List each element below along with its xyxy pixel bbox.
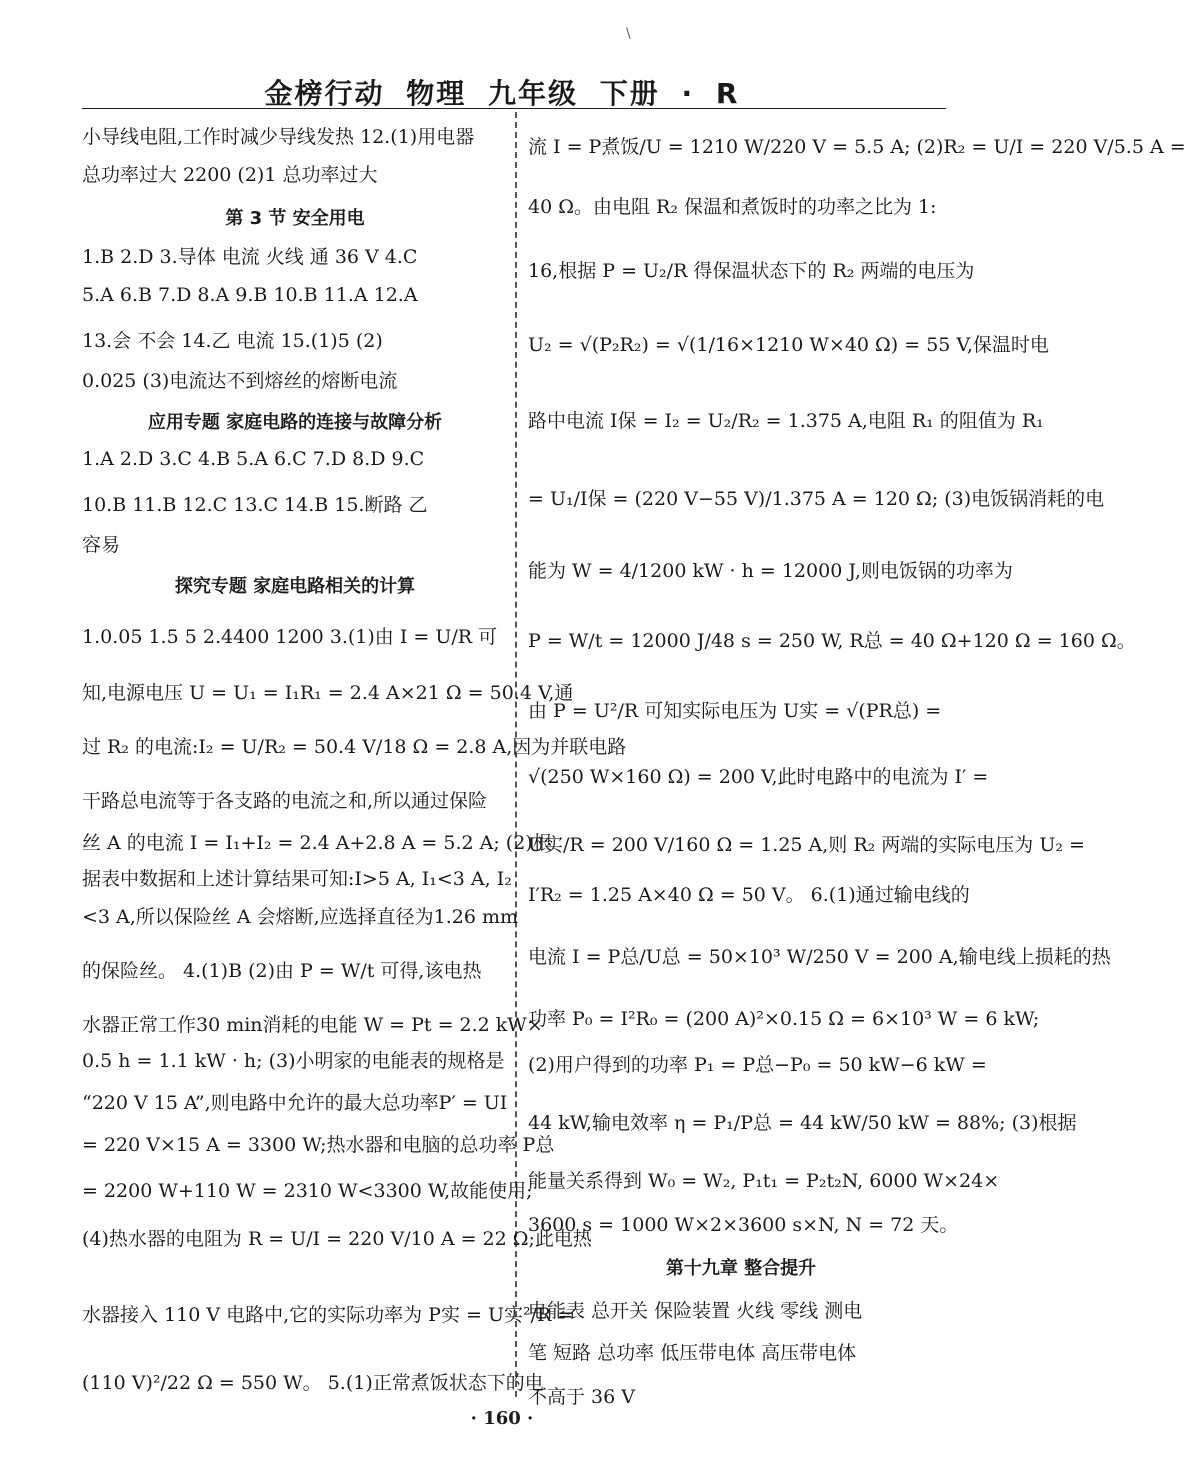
answer-line: 1.A 2.D 3.C 4.B 5.A 6.C 7.D 8.D 9.C (82, 448, 425, 470)
answer-line: 能量关系得到 W₀ = W₂, P₁t₁ = P₂t₂N, 6000 W×24× (528, 1170, 1000, 1192)
answer-line: = 2200 W+110 W = 2310 W<3300 W,故能使用; (82, 1180, 533, 1202)
running-header: 金榜行动 物理 九年级 下册 · R (264, 77, 740, 110)
answer-line: 流 I = P煮饭/U = 1210 W/220 V = 5.5 A; (2)R₂ = U/I = 220 V/5.5 A = (528, 136, 1186, 158)
answer-line: 干路总电流等于各支路的电流之和,所以通过保险 (82, 790, 488, 812)
answer-line: 总功率过大 2200 (2)1 总功率过大 (82, 164, 378, 186)
answer-line: 能为 W = 4/1200 kW · h = 12000 J,则电饭锅的功率为 (528, 560, 1013, 582)
answer-line: (4)热水器的电阻为 R = U/I = 220 V/10 A = 22 Ω;此电热 (82, 1228, 592, 1250)
answer-line: 44 kW,输电效率 η = P₁/P总 = 44 kW/50 kW = 88%; (3)根据 (528, 1112, 1077, 1134)
answer-line: 小导线电阻,工作时减少导线发热 12.(1)用电器 (82, 126, 475, 148)
answer-line: U实/R = 200 V/160 Ω = 1.25 A,则 R₂ 两端的实际电压为 U₂ = (528, 834, 1085, 856)
answer-line: 笔 短路 总功率 低压带电体 高压带电体 (528, 1342, 857, 1364)
answer-line: 的保险丝。 4.(1)B (2)由 P = W/t 可得,该电热 (82, 960, 482, 982)
section-heading: 第十九章 整合提升 (665, 1258, 817, 1279)
answer-line: 水器接入 110 V 电路中,它的实际功率为 P实 = U实²/R = (82, 1304, 574, 1326)
header-rule (82, 108, 946, 109)
answer-line: 13.会 不会 14.乙 电流 15.(1)5 (2) (82, 330, 383, 352)
section-heading: 探究专题 家庭电路相关的计算 (174, 576, 416, 597)
answer-line: (2)用户得到的功率 P₁ = P总−P₀ = 50 kW−6 kW = (528, 1054, 987, 1076)
answer-line: 16,根据 P = U₂/R 得保温状态下的 R₂ 两端的电压为 (528, 260, 975, 282)
section-heading: 第 3 节 安全用电 (225, 208, 365, 229)
answer-line: 电流 I = P总/U总 = 50×10³ W/250 V = 200 A,输电线上损耗的热 (528, 946, 1111, 968)
answer-line: 过 R₂ 的电流:I₂ = U/R₂ = 50.4 V/18 Ω = 2.8 A,因为并联电路 (82, 736, 627, 758)
answer-line: 知,电源电压 U = U₁ = I₁R₁ = 2.4 A×21 Ω = 50.4 V,通 (82, 682, 574, 704)
page-number: · 160 · (470, 1408, 534, 1429)
answer-line: 1.0.05 1.5 5 2.4400 1200 3.(1)由 I = U/R 可 (82, 626, 498, 648)
answer-line: 5.A 6.B 7.D 8.A 9.B 10.B 11.A 12.A (82, 284, 418, 306)
answer-line: 丝 A 的电流 I = I₁+I₂ = 2.4 A+2.8 A = 5.2 A; (2)根 (82, 832, 552, 854)
section-heading: 应用专题 家庭电路的连接与故障分析 (147, 412, 443, 433)
answer-line: 电能表 总开关 保险装置 火线 零线 测电 (528, 1300, 863, 1322)
answer-line: = U₁/I保 = (220 V−55 V)/1.375 A = 120 Ω; (3)电饭锅消耗的电 (528, 488, 1105, 510)
answer-line: 10.B 11.B 12.C 13.C 14.B 15.断路 乙 (82, 494, 428, 516)
right-column (528, 112, 1186, 1408)
answer-line: 0.5 h = 1.1 kW · h; (3)小明家的电能表的规格是 (82, 1050, 505, 1072)
answer-line: = 220 V×15 A = 3300 W;热水器和电脑的总功率 P总 (82, 1134, 555, 1156)
answer-line: 容易 (82, 534, 121, 556)
answer-line: 40 Ω。由电阻 R₂ 保温和煮饭时的功率之比为 1: (528, 196, 937, 218)
answer-line: √(250 W×160 Ω) = 200 V,此时电路中的电流为 I′ = (528, 766, 989, 788)
answer-line: <3 A,所以保险丝 A 会熔断,应选择直径为1.26 mm (82, 906, 519, 928)
answer-line: (110 V)²/22 Ω = 550 W。 5.(1)正常煮饭状态下的电 (82, 1372, 544, 1394)
answer-line: 1.B 2.D 3.导体 电流 火线 通 36 V 4.C (82, 246, 418, 268)
answer-line: 功率 P₀ = I²R₀ = (200 A)²×0.15 Ω = 6×10³ W = 6 kW; (528, 1008, 1040, 1030)
answer-line: U₂ = √(P₂R₂) = √(1/16×1210 W×40 Ω) = 55 V,保温时电 (528, 334, 1049, 356)
answer-line: I′R₂ = 1.25 A×40 Ω = 50 V。 6.(1)通过输电线的 (528, 884, 970, 906)
answer-line: 路中电流 I保 = I₂ = U₂/R₂ = 1.375 A,电阻 R₁ 的阻值为 R₁ (528, 410, 1044, 432)
answer-line: P = W/t = 12000 J/48 s = 250 W, R总 = 40 Ω+120 Ω = 160 Ω。 (528, 630, 1136, 652)
answer-line: “220 V 15 A”,则电路中允许的最大总功率P′ = UI (82, 1092, 508, 1114)
answer-line: 据表中数据和上述计算结果可知:I>5 A, I₁<3 A, I₂ (82, 868, 512, 890)
answer-line: 由 P = U²/R 可知实际电压为 U实 = √(PR总) = (528, 700, 942, 722)
answer-line: 不高于 36 V (528, 1386, 635, 1408)
answer-line: 0.025 (3)电流达不到熔丝的熔断电流 (82, 370, 398, 392)
answer-line: 3600 s = 1000 W×2×3600 s×N, N = 72 天。 (528, 1214, 959, 1236)
scan-mark: \ (626, 26, 631, 42)
answer-line: 水器正常工作30 min消耗的电能 W = Pt = 2.2 kW× (82, 1014, 543, 1036)
